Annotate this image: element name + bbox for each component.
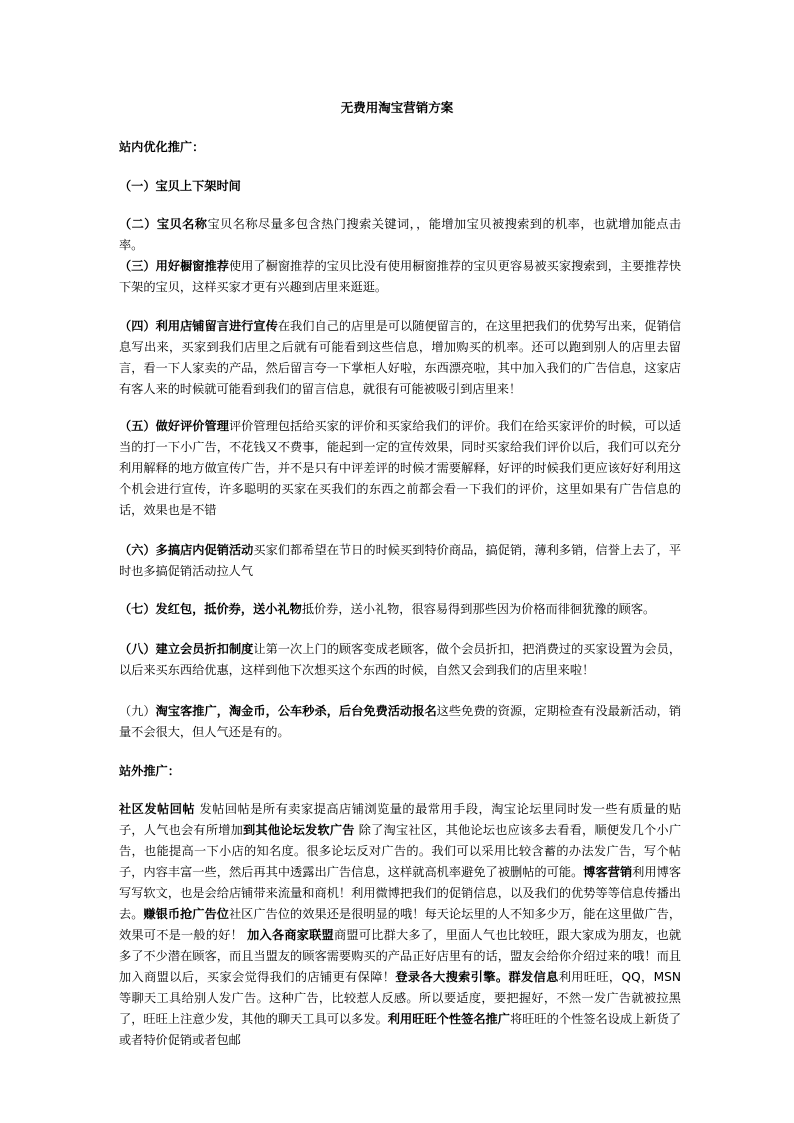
ext-text: 利用旺旺，QQ，MSN 等聊天工具给别人发广告。这种广告，比较惹人反感。所以要适度，要把握好，不然一发广告就被拉黑了，旺旺上注意少发，其他的聊天工具可以多发。 bbox=[119, 970, 681, 1026]
item-heading: （一）宝贝上下架时间 bbox=[119, 179, 241, 193]
item-heading: （二）宝贝名称 bbox=[119, 217, 208, 231]
item-body: 评价管理包括给买家的评价和买家给我们的评价。我们在给买家评价的时候，可以适当的打一下小广告，不花钱又不费事，能起到一定的宣传效果，同时买家给我们评价以后，我们可以充分利用解释的地方做宣传广告，并不是只有中评差评的时候才需要解释，好评的时候我们更应该好好利用这个机会进行宣传，许多聪明的买家在买我们的东西之前都会看一下我们的评价，这里如果有广告信息的话，效果也是不错 bbox=[119, 419, 682, 517]
item-body: 在我们自己的店里是可以随便留言的，在这里把我们的优势写出来，促销信息写出来，买家到我们店里之后就有可能看到这些信息，增加购买的机率。还可以跑到别人的店里去留言，看一下人家卖的产品，然后留言夸一下掌柜人好啦，东西漂亮啦，其中加入我们的广告信息，这家店有客人来的时候就可能看到我们的留言信息，就很有可能被吸引到店里来！ bbox=[119, 319, 682, 396]
item-body: 让第一次上门的顾客变成老顾客，做个会员折扣，把消费过的买家设置为会员，以后来买东西给优惠，这样到他下次想买这个东西的时候，自然又会到我们的店里来啦！ bbox=[119, 642, 682, 677]
page-title: 无费用淘宝营销方案 bbox=[340, 100, 454, 115]
ext-heading-other-forums: 到其他论坛发软广告 bbox=[243, 823, 355, 837]
list-item bbox=[119, 540, 681, 582]
list-item bbox=[119, 316, 681, 400]
item-body: 这些免费的资源，定期检查有没最新活动，销量不会很大，但人气还是有的。 bbox=[119, 704, 682, 739]
ext-heading-blog: 博客营销 bbox=[583, 865, 633, 879]
list-item bbox=[119, 416, 681, 521]
item-body: 抵价券，送小礼物，很容易得到那些因为价格而徘徊犹豫的顾客。 bbox=[301, 602, 656, 616]
item-heading: （五）做好评价管理 bbox=[119, 419, 229, 433]
item-heading: （四）利用店铺留言进行宣传 bbox=[119, 319, 278, 333]
item-heading: 淘宝客推广，淘金币，公车秒杀，后台免费活动报名 bbox=[155, 704, 437, 718]
section-heading-external: 站外推广： bbox=[119, 764, 180, 778]
item-heading: （七）发红包，抵价券，送小礼物 bbox=[119, 602, 302, 616]
ext-text: 社区广告位的效果还是很明显的哦！每天论坛里的人不知多少万，能在这里做广告，效果可不是一般的好！ bbox=[119, 907, 682, 942]
ext-heading-signature: 利用旺旺个性签名推广 bbox=[387, 1012, 510, 1026]
ext-text: 商盟可比群大多了，里面人气也比较旺，跟大家成为朋友，也就多了不少潜在顾客，而且当盟友的顾客需要购买的产品正好店里有的话，盟友会给你介绍过来的哦！而且加入商盟以后，买家会觉得我们的店铺更有保障！ bbox=[119, 928, 682, 984]
ext-text: 发帖回帖是所有卖家提高店铺浏览量的最常用手段，淘宝论坛里同时发一些有质量的贴子，人气也会有所增加 bbox=[119, 802, 681, 837]
item-heading: （八）建立会员折扣制度 bbox=[119, 642, 254, 656]
item-body: 买家们都希望在节日的时候买到特价商品，搞促销，薄利多销，信誉上去了，平时也多搞促销活动拉人气 bbox=[119, 543, 682, 578]
section-heading-internal: 站内优化推广： bbox=[119, 140, 205, 154]
ext-text: 除了淘宝社区，其他论坛也应该多去看看，顺便发几个小广告，也能提高一下小店的知名度。很多论坛反对广告的。我们可以采用比较含蓄的办法发广告，写个帖子，内容丰富一些，然后再其中透露出广告信息，这样就高机率避免了被删帖的可能。 bbox=[119, 823, 682, 879]
item-body: 使用了橱窗推荐的宝贝比没有使用橱窗推荐的宝贝更容易被买家搜索到，主要推荐快下架的宝贝，这样买家才更有兴趣到店里来逛逛。 bbox=[119, 259, 682, 294]
list-item bbox=[119, 176, 681, 197]
ext-text: 利用博客写写软文，也是会给店铺带来流量和商机！利用微博把我们的促销信息，以及我们的优势等等信息传播出去。 bbox=[119, 865, 682, 921]
list-item bbox=[119, 214, 681, 256]
ext-heading-ad-slot: 赚银币抢广告位 bbox=[143, 907, 229, 921]
item-heading: （六）多搞店内促销活动 bbox=[119, 543, 254, 557]
ext-heading-search-engines: 登录各大搜索引擎。 bbox=[395, 970, 509, 984]
ext-heading-mass-message: 群发信息 bbox=[508, 970, 559, 984]
ext-heading-merchant-alliance: 加入各商家联盟 bbox=[247, 928, 334, 942]
ext-heading-forum-post: 社区发帖回帖 bbox=[119, 802, 196, 816]
external-paragraph bbox=[119, 799, 681, 1051]
list-item bbox=[119, 639, 681, 681]
item-heading: （三）用好橱窗推荐 bbox=[119, 259, 229, 273]
item-body: 宝贝名称尽量多包含热门搜索关键词，，能增加宝贝被搜索到的机率，也就增加能点击率。 bbox=[119, 217, 682, 252]
list-item bbox=[119, 701, 681, 743]
ext-text: 将旺旺的个性签名设成上新货了或者特价促销或者包邮 bbox=[119, 1012, 682, 1047]
item-prefix: （九） bbox=[119, 704, 156, 718]
list-item bbox=[119, 599, 681, 620]
list-item bbox=[119, 256, 681, 298]
